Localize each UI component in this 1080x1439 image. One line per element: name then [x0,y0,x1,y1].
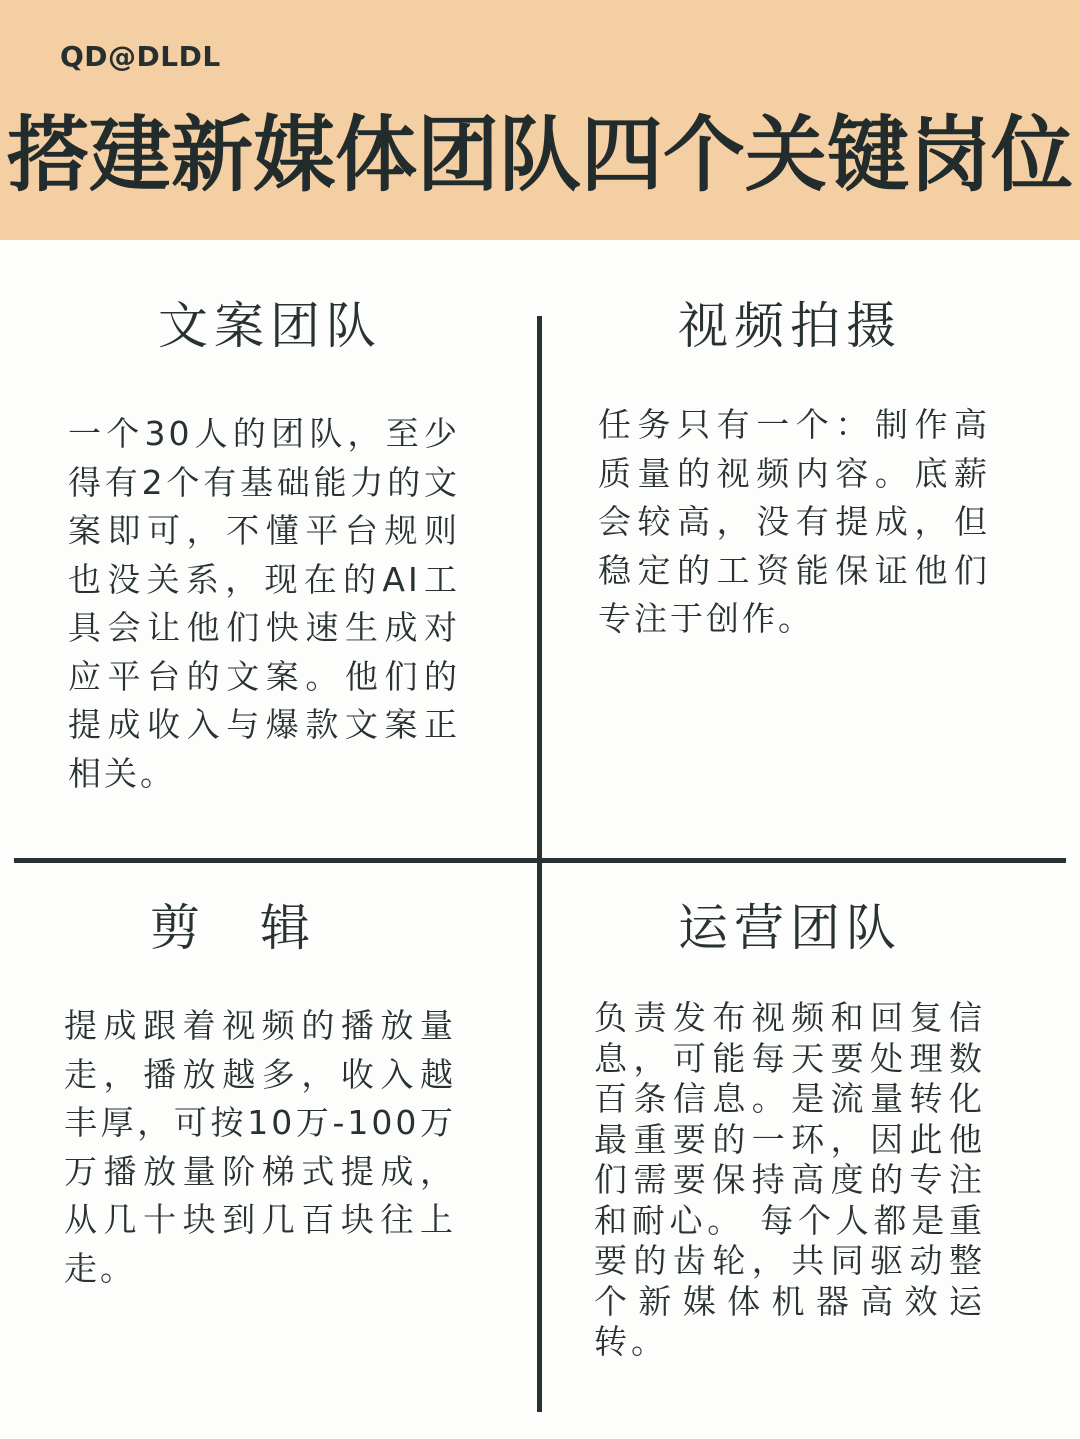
section-title-editing: 剪辑 [150,899,370,957]
section-title-operations: 运营团队 [678,899,902,957]
section-body-editing: 提成跟着视频的播放量走，播放越多，收入越丰厚，可按10万-100万万播放量阶梯式提成，从几十块到几百块往上走。 [64,1006,456,1288]
author-handle: QD@DLDL [60,40,221,73]
section-body-video-shooting: 任务只有一个：制作高质量的视频内容。底薪会较高，没有提成，但稳定的工资能保证他们专注于创作。 [598,405,990,638]
vertical-divider [537,316,542,1412]
section-title-copywriting: 文案团队 [158,297,382,355]
section-title-video-shooting: 视频拍摄 [678,297,902,355]
page-title: 搭建新媒体团队四个关键岗位 [6,108,1073,203]
section-body-operations: 负责发布视频和回复信息，可能每天要处理数百条信息。是流量转化最重要的一环，因此他们需要保持高度的专注和耐心。 每个人都是重要的齿轮，共同驱动整个新媒体机器高效运转。 [594,998,986,1361]
section-body-copywriting: 一个30人的团队，至少得有2个有基础能力的文案即可，不懂平台规则也没关系，现在的AI工具会让他们快速生成对应平台的文案。他们的提成收入与爆款文案正相关。 [68,414,460,793]
horizontal-divider [14,858,1066,863]
header-banner [0,0,1080,240]
